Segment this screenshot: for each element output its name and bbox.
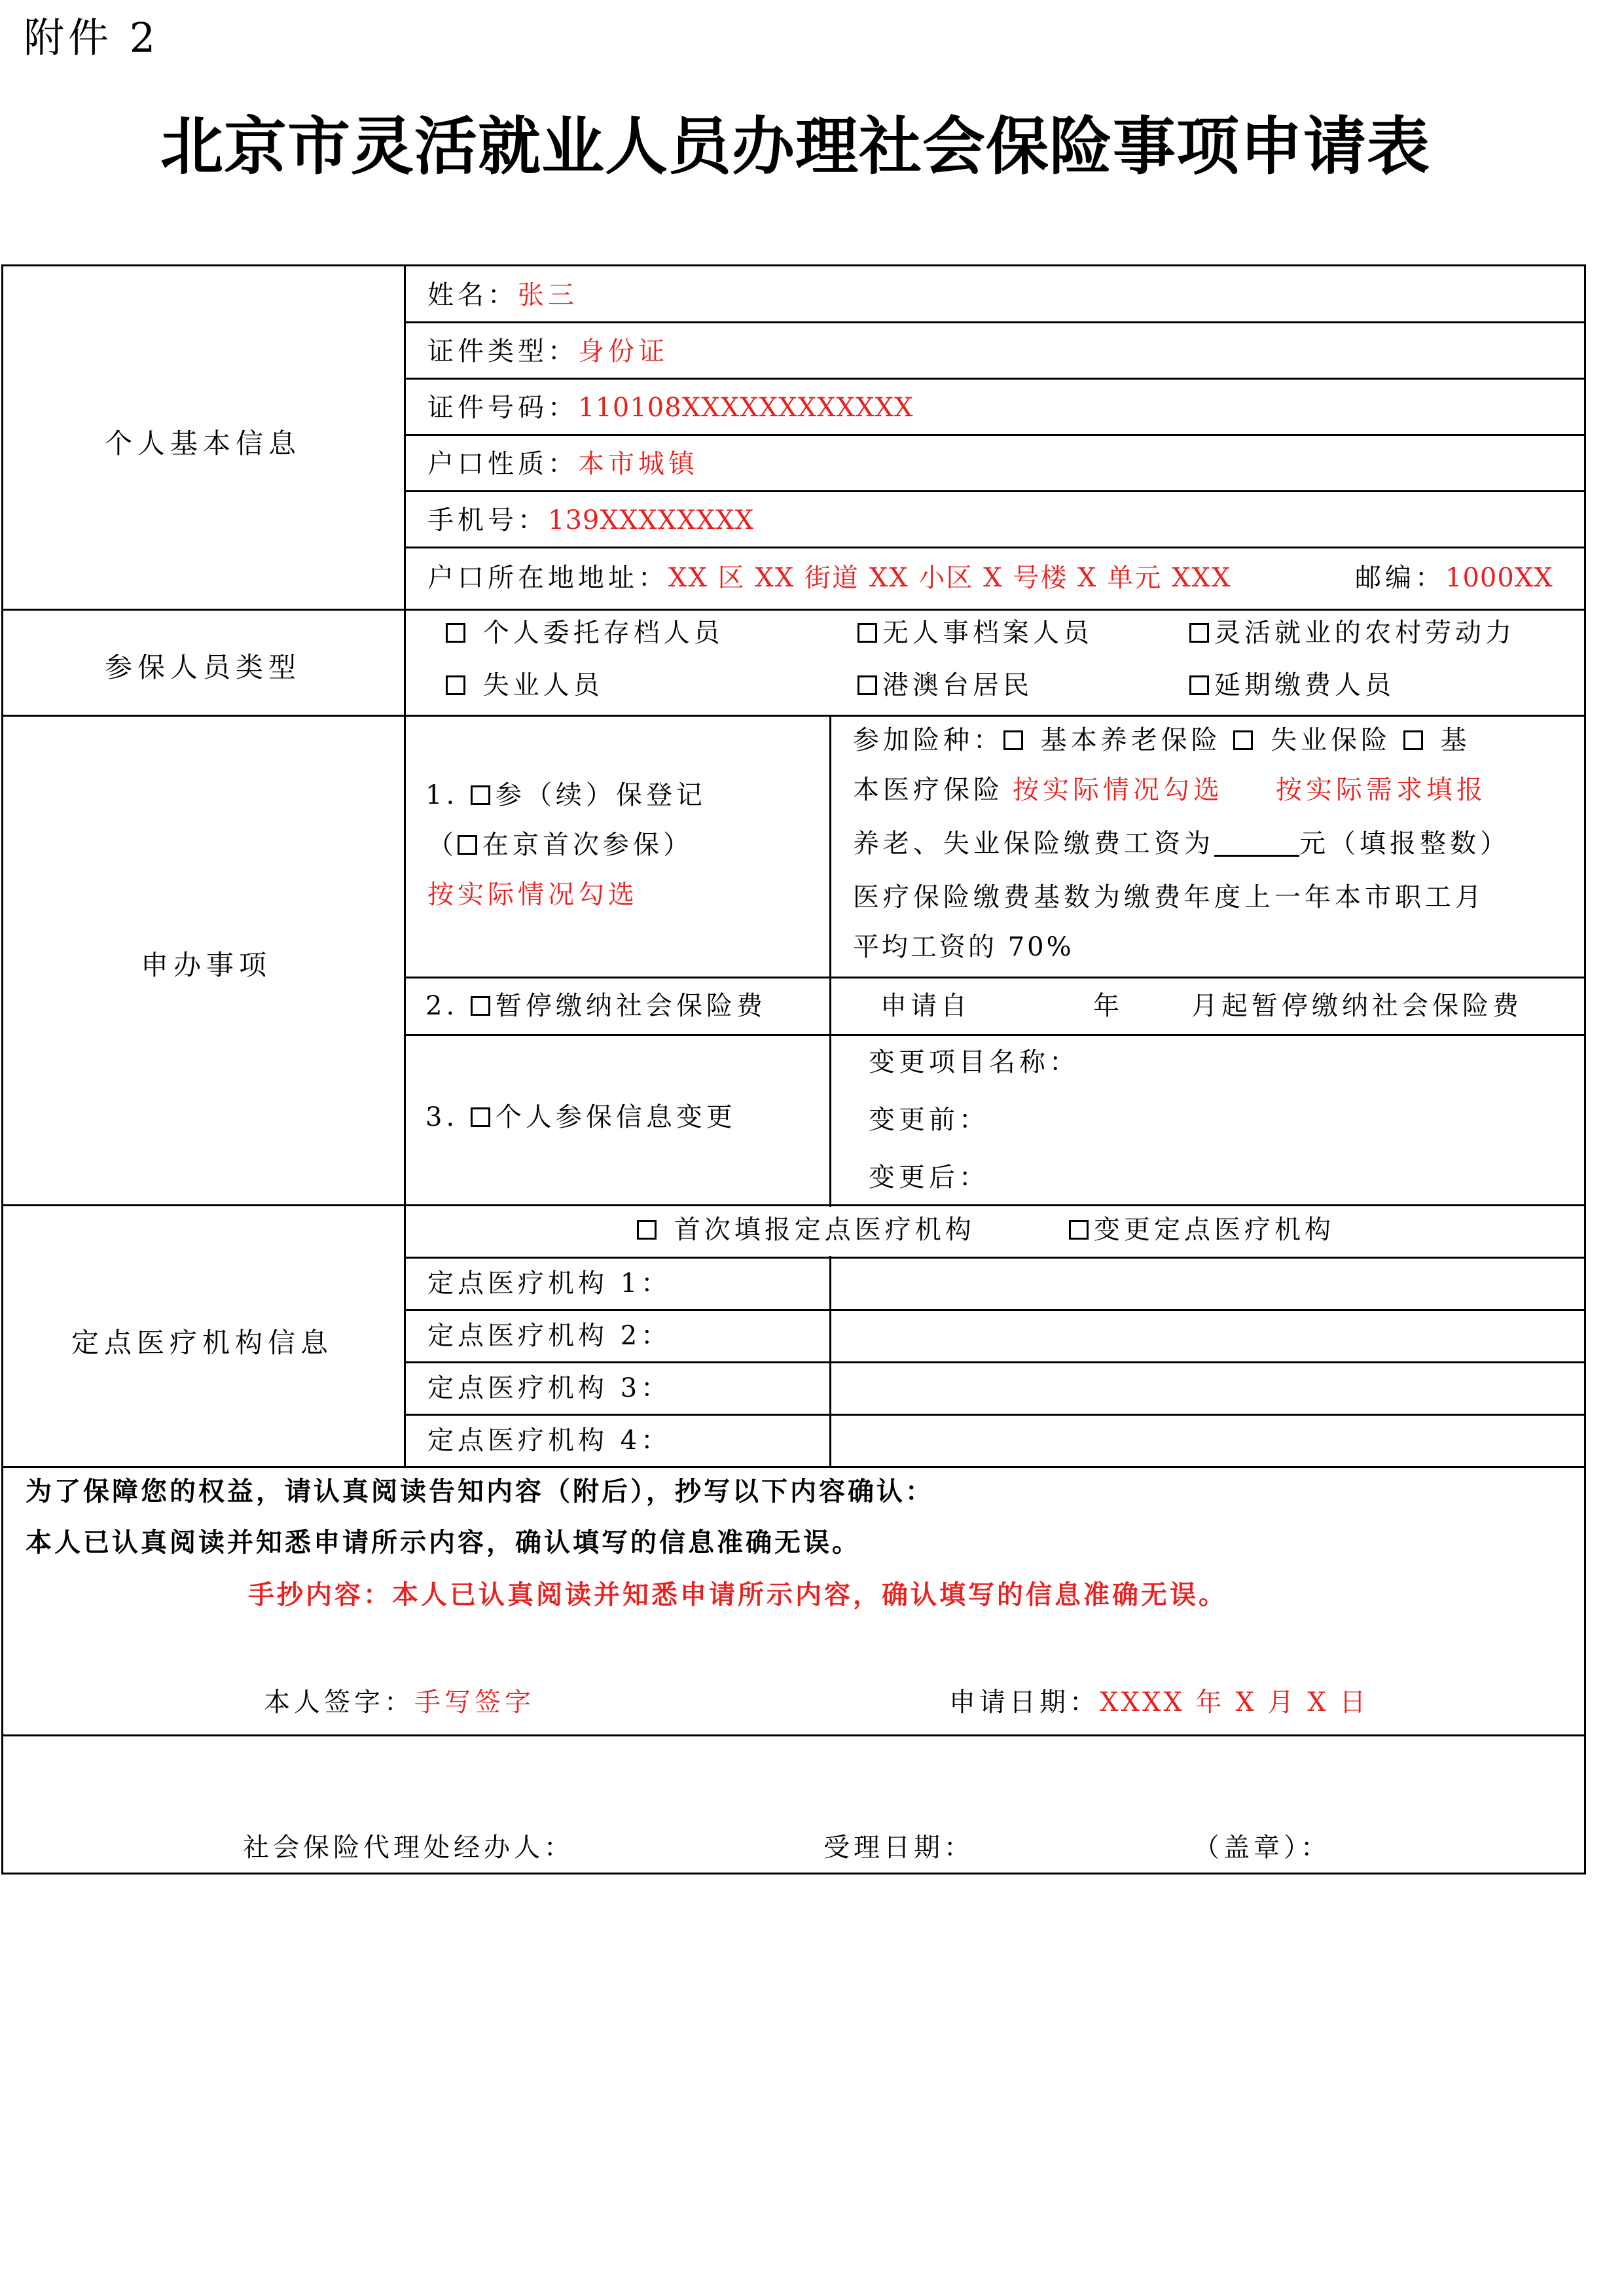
grid-line xyxy=(3,1204,1586,1206)
insurance-types-line2 xyxy=(853,777,1487,803)
phone-label: 手机号： xyxy=(427,505,548,535)
change-before: 变更前： xyxy=(869,1105,989,1135)
name-field[interactable] xyxy=(427,282,578,308)
insured-type-option[interactable] xyxy=(1189,620,1515,646)
item3-change[interactable] xyxy=(425,1104,736,1130)
checkbox[interactable] xyxy=(458,835,477,855)
grid-line xyxy=(404,434,1586,436)
checkbox[interactable] xyxy=(1069,1220,1089,1240)
item3-text: 个人参保信息变更 xyxy=(495,1102,736,1132)
suspend-year: 年 xyxy=(1093,991,1123,1021)
grid-line xyxy=(829,715,831,1466)
signature-label: 本人签字： xyxy=(264,1687,414,1717)
postcode-label: 邮编： xyxy=(1355,563,1445,593)
medical-first-option[interactable] xyxy=(637,1217,975,1243)
option-label: 延期缴费人员 xyxy=(1214,670,1395,700)
id-type-label: 证件类型： xyxy=(427,336,578,367)
item2-number: 2. xyxy=(425,991,471,1021)
name-label: 姓名： xyxy=(427,280,518,310)
checkbox[interactable] xyxy=(1403,730,1423,750)
checkbox[interactable] xyxy=(857,623,877,643)
medical-institution-4: 定点医疗机构 4： xyxy=(427,1426,672,1456)
item3-number: 3. xyxy=(425,1102,471,1132)
checkbox[interactable] xyxy=(471,996,490,1016)
insured-type-option[interactable] xyxy=(857,672,1033,698)
address-label: 户口所在地地址： xyxy=(427,563,668,593)
confirm-statement: 本人已认真阅读并知悉申请所示内容，确认填写的信息准确无误。 xyxy=(26,1527,861,1558)
checkbox[interactable] xyxy=(637,1220,657,1240)
seal-label: （盖章）： xyxy=(1193,1833,1331,1863)
medical-change-option[interactable] xyxy=(1069,1217,1335,1243)
change-item-name: 变更项目名称： xyxy=(869,1047,1079,1077)
grid-line xyxy=(404,977,1586,978)
insurance-types xyxy=(853,727,1471,753)
grid-line xyxy=(404,378,1586,380)
application-date-field[interactable] xyxy=(949,1689,1368,1715)
postcode-value: 1000XX xyxy=(1445,563,1553,593)
phone-field[interactable] xyxy=(427,507,754,533)
medical-institution-2: 定点医疗机构 2： xyxy=(427,1321,672,1351)
item1-text: 参（续）保登记 xyxy=(495,780,706,810)
hukou-type-value: 本市城镇 xyxy=(578,449,698,479)
grid-line xyxy=(404,1361,1586,1363)
medical-first-label: 首次填报定点医疗机构 xyxy=(674,1215,975,1245)
grid-line xyxy=(3,1466,1586,1468)
handwritten-copy: 手抄内容：本人已认真阅读并知悉申请所示内容，确认填写的信息准确无误。 xyxy=(248,1579,1227,1610)
postcode-field[interactable] xyxy=(1355,565,1553,591)
item1-sub-text: 在京首次参保） xyxy=(482,830,693,860)
wage-line xyxy=(853,831,1510,857)
medical-base-line2: 平均工资的 70% xyxy=(853,932,1074,962)
grid-line xyxy=(404,1257,1586,1259)
insured-type-option[interactable] xyxy=(446,620,724,646)
insurance-medical-part1: 基 xyxy=(1440,725,1471,755)
option-label: 个人委托存档人员 xyxy=(482,618,724,648)
checkbox[interactable] xyxy=(446,623,465,643)
hukou-type-label: 户口性质： xyxy=(427,449,578,479)
insured-type-option[interactable] xyxy=(446,672,604,698)
section-label-matters: 申办事项 xyxy=(141,949,272,981)
insured-type-option[interactable] xyxy=(1189,672,1395,698)
change-after: 变更后： xyxy=(869,1162,989,1193)
item1-hint: 按实际情况勾选 xyxy=(427,880,638,910)
hukou-type-field[interactable] xyxy=(427,451,698,477)
id-type-field[interactable] xyxy=(427,338,668,365)
medical-change-label: 变更定点医疗机构 xyxy=(1094,1215,1335,1245)
wage-suffix: 元（填报整数） xyxy=(1299,829,1510,859)
grid-line xyxy=(404,490,1586,492)
item2-suspend[interactable] xyxy=(425,993,767,1019)
grid-line xyxy=(404,266,406,1466)
grid-line xyxy=(3,609,1586,611)
grid-line xyxy=(3,1734,1586,1736)
section-label-insured-type: 参保人员类型 xyxy=(105,651,302,683)
application-date-label: 申请日期： xyxy=(949,1687,1100,1717)
insurance-label: 参加险种： xyxy=(853,725,1003,755)
accept-date: 受理日期： xyxy=(823,1833,974,1863)
grid-line xyxy=(3,715,1586,717)
id-number-label: 证件号码： xyxy=(427,393,578,423)
item1-sub-paren: （ xyxy=(427,830,458,860)
grid-line xyxy=(404,1034,1586,1036)
checkbox[interactable] xyxy=(471,1107,490,1127)
grid-line xyxy=(404,1309,1586,1311)
name-value: 张三 xyxy=(518,280,578,310)
insured-type-option[interactable] xyxy=(857,620,1093,646)
checkbox[interactable] xyxy=(471,785,490,805)
confirm-instruction: 为了保障您的权益，请认真阅读告知内容（附后），抄写以下内容确认： xyxy=(26,1476,934,1507)
grid-line xyxy=(404,547,1586,548)
wage-input[interactable] xyxy=(1214,833,1299,857)
option-label: 无人事档案人员 xyxy=(882,618,1093,648)
item1-number: 1. xyxy=(425,780,471,810)
insurance-unemployment: 失业保险 xyxy=(1271,725,1392,755)
checkbox[interactable] xyxy=(1189,623,1209,643)
address-value: XX 区 XX 街道 XX 小区 X 号楼 X 单元 XXX xyxy=(668,563,1232,593)
grid-line xyxy=(404,321,1586,323)
grid-line xyxy=(404,1414,1586,1416)
checkbox[interactable] xyxy=(446,675,465,695)
phone-value: 139XXXXXXXX xyxy=(548,505,755,535)
wage-prefix: 养老、失业保险缴费工资为 xyxy=(853,829,1214,859)
insurance-medical-part2: 本医疗保险 xyxy=(853,775,1003,805)
checkbox[interactable] xyxy=(857,675,877,695)
signature-value: 手写签字 xyxy=(414,1687,535,1717)
option-label: 灵活就业的农村劳动力 xyxy=(1214,618,1515,648)
suspend-from: 申请自 xyxy=(880,991,971,1021)
application-form xyxy=(1,264,1586,1874)
hint-check: 按实际情况勾选 xyxy=(1013,775,1223,805)
insurance-pension: 基本养老保险 xyxy=(1040,725,1221,755)
id-type-value: 身份证 xyxy=(578,336,668,367)
signature-field[interactable] xyxy=(264,1689,535,1715)
medical-base-line1: 医疗保险缴费基数为缴费年度上一年本市职工月 xyxy=(853,882,1485,912)
checkbox[interactable] xyxy=(1189,675,1209,695)
suspend-month: 月起暂停缴纳社会保险费 xyxy=(1191,991,1523,1021)
id-number-value: 110108XXXXXXXXXXXX xyxy=(578,393,914,423)
page-title: 北京市灵活就业人员办理社会保险事项申请表 xyxy=(160,110,1430,183)
option-label: 港澳台居民 xyxy=(882,670,1033,700)
agency-handler: 社会保险代理处经办人： xyxy=(243,1833,574,1863)
attachment-label: 附件 2 xyxy=(24,14,160,62)
hint-fill: 按实际需求填报 xyxy=(1276,775,1487,805)
option-label: 失业人员 xyxy=(482,670,604,700)
item2-text: 暂停缴纳社会保险费 xyxy=(495,991,767,1021)
application-date-value: XXXX 年 X 月 X 日 xyxy=(1100,1687,1369,1717)
address-field[interactable] xyxy=(427,565,1231,591)
id-number-field[interactable] xyxy=(427,395,913,421)
medical-institution-1: 定点医疗机构 1： xyxy=(427,1268,672,1299)
medical-institution-3: 定点医疗机构 3： xyxy=(427,1373,672,1403)
checkbox[interactable] xyxy=(1003,730,1023,750)
checkbox[interactable] xyxy=(1233,730,1253,750)
item1-registration[interactable] xyxy=(425,782,706,808)
section-label-medical: 定点医疗机构信息 xyxy=(71,1327,334,1359)
item1-first-time[interactable] xyxy=(427,832,693,858)
section-label-personal: 个人基本信息 xyxy=(105,427,302,459)
